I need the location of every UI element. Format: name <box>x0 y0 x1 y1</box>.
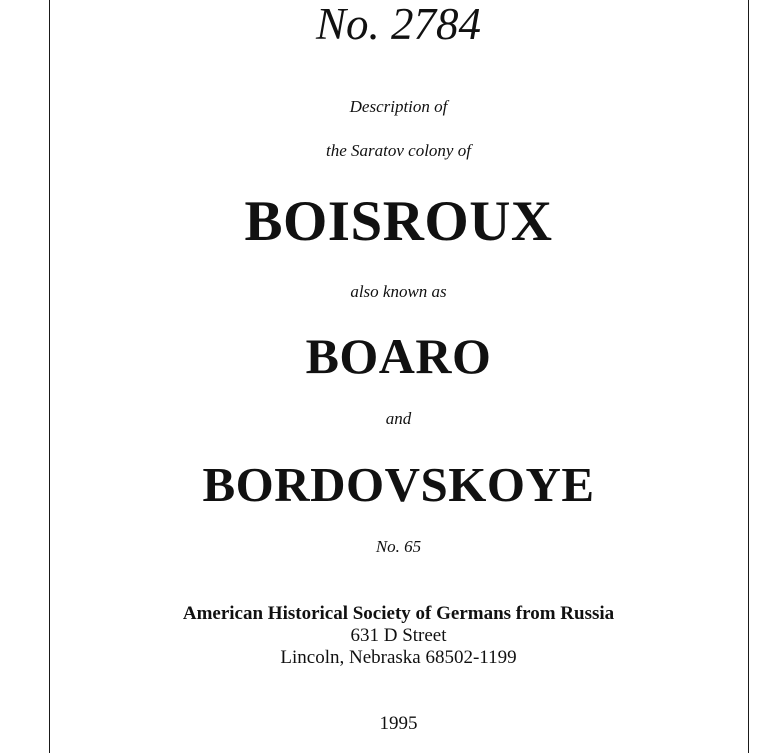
colony-name-alt-2: BORDOVSKOYE <box>202 457 595 512</box>
publication-year: 1995 <box>379 713 418 734</box>
publisher-name: American Historical Society of Germans from Russia <box>182 603 615 624</box>
also-known-as-line: also known as <box>350 282 447 301</box>
colony-name-alt-1: BOARO <box>305 328 492 384</box>
publisher-city: Lincoln, Nebraska 68502-1199 <box>280 647 517 668</box>
publisher-street: 631 D Street <box>350 625 447 646</box>
description-line: Description of <box>349 97 448 116</box>
document-number: No. 2784 <box>315 0 481 49</box>
conjunction-line: and <box>385 409 412 428</box>
colony-number: No. 65 <box>375 537 422 556</box>
colony-name-primary: BOISROUX <box>244 190 553 253</box>
colony-line: the Saratov colony of <box>326 141 471 160</box>
